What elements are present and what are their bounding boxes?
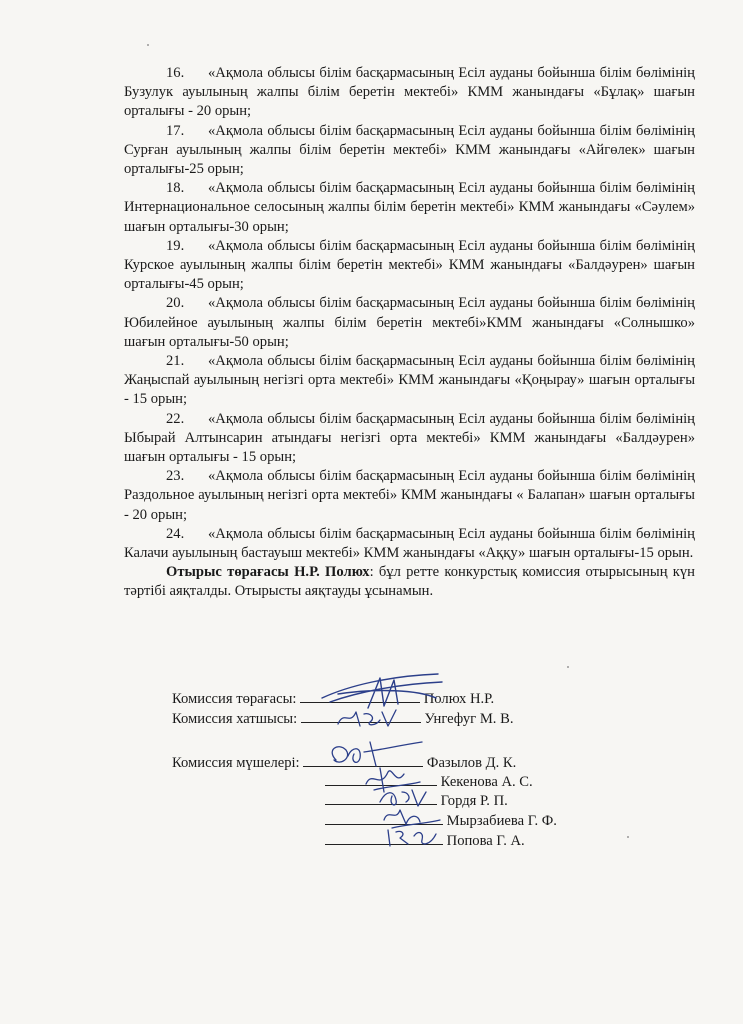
chair-label: Комиссия төрағасы:	[172, 691, 297, 707]
item-text: «Ақмола облысы білім басқармасының Есіл ауданы бойынша білім бөлімінің Бузулук ауылының жалпы білім беретін мектебі» КММ жанындағы «Бұлақ» шағын орталығы - 20 орын;	[124, 65, 695, 120]
item-text: «Ақмола облысы білім басқармасының Есіл ауданы бойынша білім бөлімінің Курское ауылының жалпы білім беретін мектебі» КММ жанындағы «Балдәурен» шағын орталығы-45 орын;	[124, 237, 695, 293]
item-text: «Ақмола облысы білім басқармасының Есіл ауданы бойынша білім бөлімінің Калачи ауылының бастауыш мектебі» КММ жанындағы «Аққу» шағын орталығы-15 орын.	[124, 525, 695, 562]
item-text: «Ақмола облысы білім басқармасының Есіл ауданы бойынша білім бөлімінің Сурған ауылының жалпы білім беретін мектебі» КММ жанындағы «Айгөлек» шағын орталығы-25 орын;	[124, 122, 695, 178]
scan-speck	[627, 836, 629, 838]
member-name: Попова Г. А.	[446, 833, 525, 849]
item-text: «Ақмола облысы білім басқармасының Есіл ауданы бойынша білім бөлімінің Жаңыспай ауылының негізгі орта мектебі» КММ жанындағы «Қоңырау» шағын орталығы - 15 орын;	[124, 353, 695, 408]
list-item	[124, 122, 695, 180]
item-number: 16.	[166, 65, 185, 81]
list-item	[124, 237, 695, 295]
item-number: 21.	[166, 353, 185, 370]
secretary-handwritten-signature	[330, 704, 410, 732]
item-number: 23.	[166, 468, 185, 485]
item-number: 19.	[166, 237, 185, 254]
list-item	[124, 525, 695, 563]
scan-speck	[567, 666, 569, 668]
list-item	[124, 352, 695, 410]
list-item	[124, 294, 695, 352]
item-number: 20.	[166, 295, 185, 312]
member-name: Фазылов Д. К.	[426, 755, 517, 771]
secretary-label: Комиссия хатшысы:	[172, 711, 298, 727]
item-text: «Ақмола облысы білім басқармасының Есіл ауданы бойынша білім бөлімінің Юбилейное ауылының жалпы білім беретін мектебі»КММ жанындағы «Солнышко» шағын орталығы-50 орын;	[124, 295, 695, 350]
member-name: Кекенова А. С.	[440, 774, 533, 790]
item-number: 17.	[166, 122, 185, 139]
chair-name: Полюх Н.Р.	[423, 691, 495, 707]
members-label: Комиссия мүшелері:	[172, 755, 300, 771]
item-number: 24.	[166, 525, 185, 542]
item-number: 22.	[166, 410, 185, 427]
member-name: Мырзабиева Г. Ф.	[446, 813, 557, 829]
item-number: 18.	[166, 180, 185, 197]
list-item	[124, 467, 695, 525]
document-body	[124, 64, 695, 602]
scan-speck	[147, 44, 149, 46]
secretary-name: Унгефуг М. В.	[424, 711, 514, 727]
list-item	[124, 64, 695, 122]
closing-paragraph	[124, 563, 695, 601]
closing-speaker: Отырыс төрағасы Н.Р. Полюх	[166, 564, 370, 581]
list-item	[124, 410, 695, 468]
member-handwritten-signature	[380, 822, 450, 852]
item-text: «Ақмола облысы білім басқармасының Есіл ауданы бойынша білім бөлімінің Раздольное ауылының негізгі орта мектебі» КММ жанындағы « Балапан» шағын орталығы - 20 орын;	[124, 468, 695, 523]
member-name: Гордя Р. П.	[440, 793, 508, 809]
list-item	[124, 179, 695, 237]
item-text: «Ақмола облысы білім басқармасының Есіл ауданы бойынша білім бөлімінің Интернациональное селосының жалпы білім беретін мектебі» КММ жанындағы «Сәулем» шағын орталығы-30 орын;	[124, 180, 695, 235]
closing-text: : бұл ретте конкурстық комиссия отырысының күн тәртібі аяқталды. Отырысты аяқтауды ұсынамын.	[124, 564, 695, 600]
item-text: «Ақмола облысы білім басқармасының Есіл ауданы бойынша білім бөлімінің Ыбырай Алтынсарин атындағы негізгі орта мектебі» КММ жанындағы «Балдәурен» шағын орталығы - 15 орын;	[124, 410, 695, 466]
